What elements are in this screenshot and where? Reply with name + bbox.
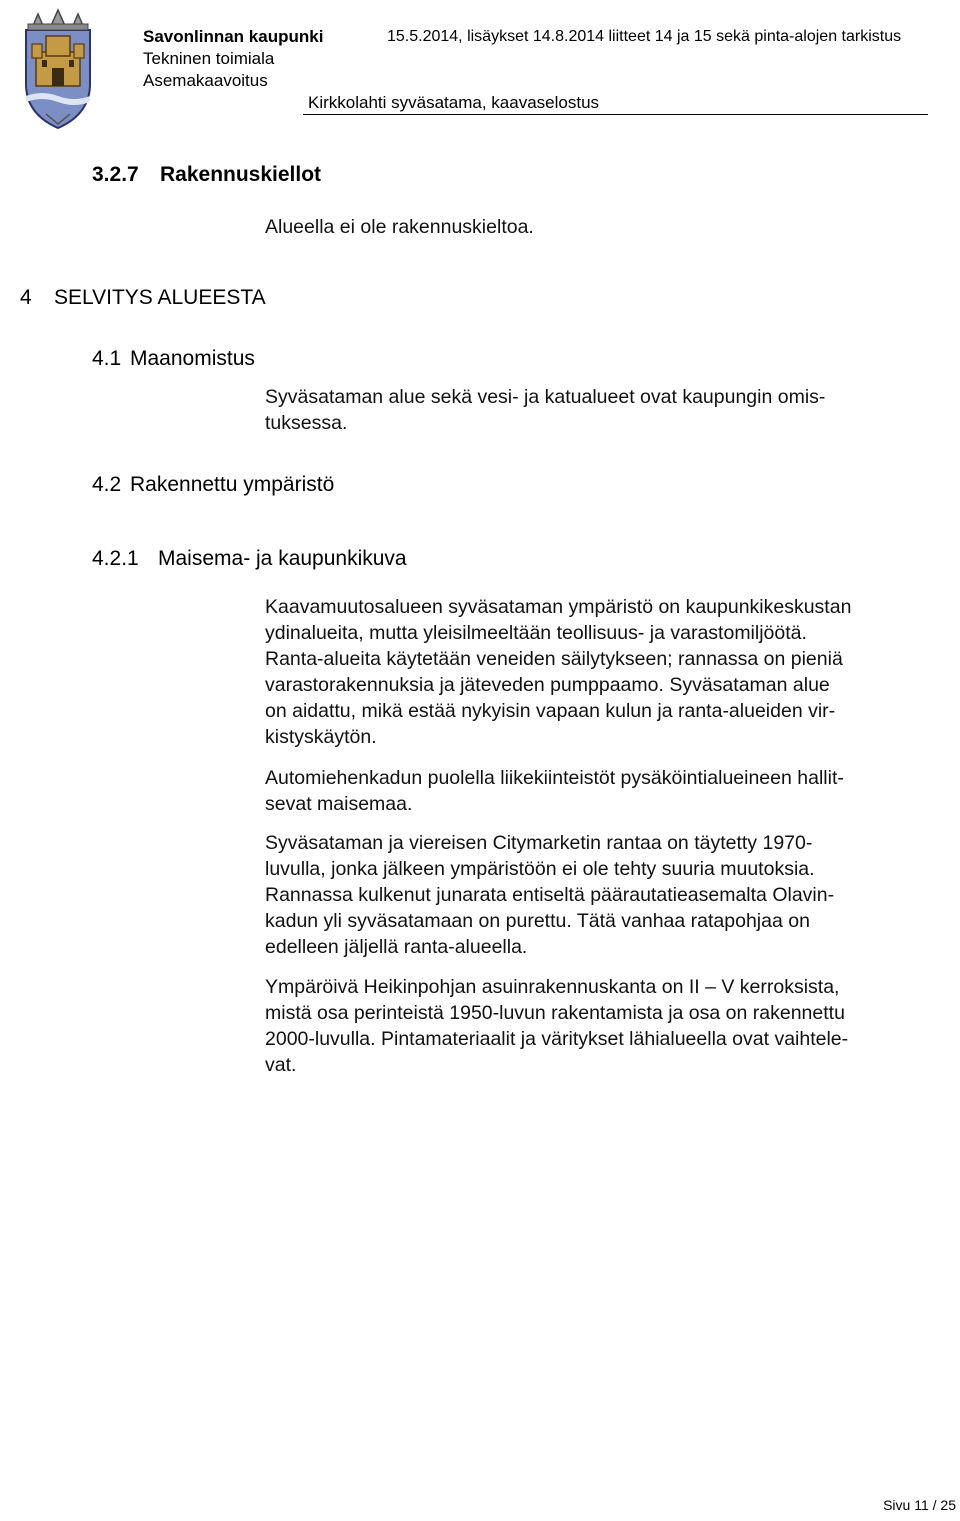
paragraph-line: vat. bbox=[265, 1054, 297, 1076]
section-number: 3.2.7 bbox=[92, 163, 139, 186]
paragraph-4-2-1-c bbox=[265, 830, 960, 960]
paragraph-line: Kaavamuutosalueen syväsataman ympäristö on kaupunkikeskustan bbox=[265, 596, 852, 618]
paragraph-line: kistyskäytön. bbox=[265, 726, 377, 748]
section-number: 4.1 bbox=[92, 347, 122, 370]
section-title: Rakennuskiellot bbox=[160, 163, 322, 186]
section-title: Rakennettu ympäristö bbox=[130, 473, 335, 496]
paragraph-line: ydinalueita, mutta yleisilmeeltään teollisuus- ja varastomiljöötä. bbox=[265, 622, 807, 644]
paragraph-4-2-1-d bbox=[265, 974, 960, 1078]
page-number: Sivu 11 / 25 bbox=[883, 1497, 956, 1513]
section-number: 4 bbox=[20, 286, 32, 309]
paragraph-line: varastorakennuksia ja jäteveden pumppaamo. Syväsataman alue bbox=[265, 674, 830, 696]
header-document-title: Kirkkolahti syväsatama, kaavaselostus bbox=[308, 93, 600, 112]
paragraph-line: Syväsataman ja viereisen Citymarketin rantaa on täytetty 1970- bbox=[265, 832, 813, 854]
heading-3-2-7 bbox=[92, 162, 321, 188]
coat-of-arms-logo bbox=[18, 6, 98, 130]
paragraph-3-2-7 bbox=[265, 214, 960, 240]
paragraph-line: 2000-luvulla. Pintamateriaalit ja väritykset lähialueella ovat vaihtele- bbox=[265, 1028, 849, 1050]
header-date-note: 15.5.2014, lisäykset 14.8.2014 liitteet 14 ja 15 sekä pinta-alojen tarkistus bbox=[387, 28, 902, 45]
header-department: Tekninen toimiala bbox=[143, 49, 275, 68]
paragraph-line: on aidattu, mikä estää nykyisin vapaan kulun ja ranta-alueiden vir- bbox=[265, 700, 836, 722]
heading-4-1 bbox=[92, 346, 255, 372]
paragraph-line: Ranta-alueita käytetään veneiden säilytykseen; rannassa on pieniä bbox=[265, 648, 843, 670]
section-number: 4.2 bbox=[92, 473, 122, 496]
header-organization: Savonlinnan kaupunki bbox=[143, 27, 324, 46]
paragraph-line: Rannassa kulkenut junarata entiseltä päärautatieasemalta Olavin- bbox=[265, 884, 835, 906]
paragraph-line: kadun yli syväsatamaan on purettu. Tätä vanhaa ratapohjaa on bbox=[265, 910, 810, 932]
section-title: SELVITYS ALUEESTA bbox=[54, 286, 266, 309]
paragraph-line: mistä osa perinteistä 1950-luvun rakentamista ja osa on rakennettu bbox=[265, 1002, 845, 1024]
paragraph-4-1 bbox=[265, 384, 960, 436]
paragraph-line: tuksessa. bbox=[265, 412, 348, 434]
paragraph-text: Alueella ei ole rakennuskieltoa. bbox=[265, 216, 534, 238]
paragraph-4-2-1-b bbox=[265, 765, 960, 817]
paragraph-line: luvulla, jonka jälkeen ympäristöön ei ole tehty suuria muutoksia. bbox=[265, 858, 815, 880]
heading-4-2 bbox=[92, 472, 334, 498]
paragraph-line: sevat maisemaa. bbox=[265, 793, 413, 815]
header-divider bbox=[303, 114, 928, 115]
paragraph-line: Syväsataman alue sekä vesi- ja katualueet ovat kaupungin omis- bbox=[265, 386, 826, 408]
section-title: Maanomistus bbox=[130, 347, 255, 370]
section-number: 4.2.1 bbox=[92, 547, 139, 570]
heading-4-2-1 bbox=[92, 546, 407, 572]
paragraph-line: Ympäröivä Heikinpohjan asuinrakennuskanta on II – V kerroksista, bbox=[265, 976, 840, 998]
header-unit: Asemakaavoitus bbox=[143, 71, 268, 90]
paragraph-line: edelleen jäljellä ranta-alueella. bbox=[265, 936, 528, 958]
section-title: Maisema- ja kaupunkikuva bbox=[158, 547, 407, 570]
heading-4 bbox=[20, 285, 266, 311]
paragraph-line: Automiehenkadun puolella liikekiinteistöt pysäköintialueineen hallit- bbox=[265, 767, 844, 789]
paragraph-4-2-1-a bbox=[265, 594, 960, 750]
